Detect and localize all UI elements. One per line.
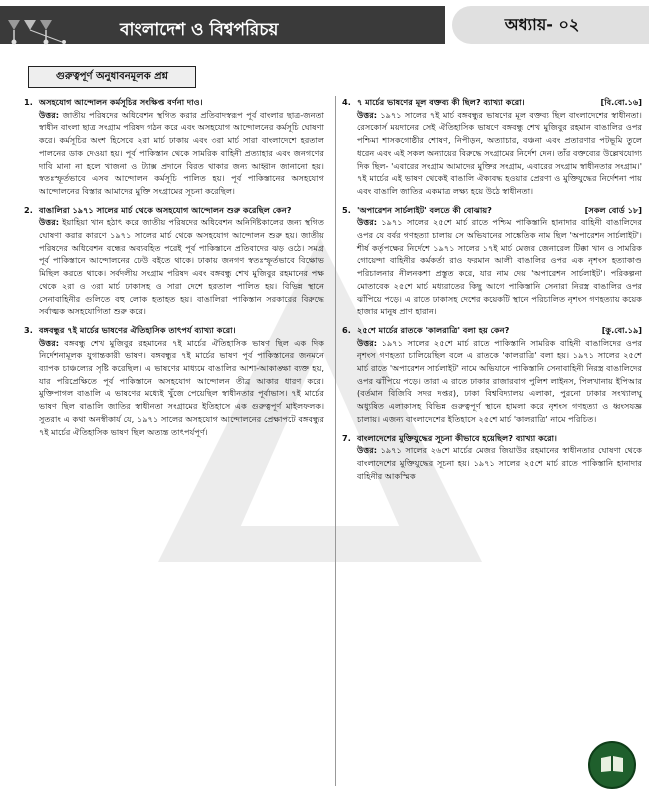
answer-text — [357, 444, 642, 482]
answer-text — [357, 337, 642, 426]
answer-label: উত্তর: — [39, 337, 60, 348]
answer-label: উত্তর: — [39, 217, 60, 228]
answer-body: ১৯৭১ সালের ২৫শে মার্চ রাতে পশ্চিম পাকিস্তানি হানাদার বাহিনী বাঙালিদের ওপর যে বর্বর গণহত্যা চালায় সে অভিযানের সাঙ্কেতিক নাম ছিল 'অপারেশন সার্চলাইট'। শীর্ষ কর্তৃপক্ষের নির্দেশে ১৯৭১ সালের ১৭ই মার্চ মেজর জেনারেল টিক্কা খান ও সামরিক গোয়েন্দা বাহিনীর কর্মকর্তা রাও ফরমান আলী বাঙালির ওপর এক নৃশংস হত্যাকাণ্ড পরিচালনার নীলনকশা প্রস্তুত করে, যার নাম দেয় 'অপারেশন সার্চলাইট'। পরিকল্পনা মোতাবেক ২৫শে মার্চ মধ্যরাতের কিছু আগে পাকিস্তানি সেনারা নিরস্ত্র বাঙালির ওপর ঝাঁপিয়ে পড়ে। এ রাতে ঢাকাসহ দেশের কয়েকটি স্থানে পরিচালিত নৃশংস গণহত্যায় কয়েক হাজার মানুষ প্রাণ হারান। — [357, 217, 642, 317]
answer-label: উত্তর: — [357, 337, 378, 348]
answer-text — [357, 216, 642, 318]
book-title: বাংলাদেশ ও বিশ্বপরিচয় — [120, 20, 279, 40]
question-number: 1. — [24, 97, 33, 107]
question-title: বাঙালিরা ১৯৭১ সালের মার্চ থেকে অসহযোগ আন্দোলন শুরু করেছিল কেন? — [39, 204, 292, 215]
question-item — [24, 324, 324, 438]
question-item — [24, 204, 324, 318]
answer-text — [39, 337, 324, 439]
answer-body: ১৯৭১ সালের ২৬শে মার্চের মেজর জিয়াউর রহমানের স্বাধীনতার ঘোষণা থেকে বাংলাদেশের মুক্তিযুদ্ধের সূচনা হয়। ১৯৭১ সালের ২৫শে মার্চ রাতে পাকিস্তানি হানাদার বাহিনীর আকস্মিক — [357, 445, 643, 481]
question-item — [342, 432, 642, 483]
question-title: অসহযোগ আন্দোলন কর্মসূচির সংক্ষিপ্ত বর্ণনা দাও। — [39, 97, 203, 107]
answer-label: উত্তর: — [357, 109, 378, 120]
publisher-logo — [588, 741, 636, 789]
answer-body: ১৯৭১ সালের ৭ই মার্চ বঙ্গবন্ধুর ভাষণের মূল বক্তব্য ছিল বাংলাদেশের স্বাধীনতা। রেসকোর্স ময়দানের সেই ঐতিহাসিক ভাষণে বঙ্গবন্ধু শেখ মুজিবুর রহমান বাঙালির ওপর পশ্চিমা শাসকগোষ্ঠীর শোষণ, নিপীড়ন, অত্যাচার, বঞ্চনা এবং প্রতারণার পটভূমি তুলে ধরেন এবং এই সকল অন্যায়ের বিরুদ্ধে সংগ্রামের নির্দেশ দেন। তাঁর বক্তব্যের উল্লেখযোগ্য দিক ছিল- 'এবারের সংগ্রাম আমাদের মুক্তির সংগ্রাম, এবারের সংগ্রাম স্বাধীনতার সংগ্রাম।' ৭ই মার্চের এই ভাষণ থেকেই বাঙালি ঐক্যবদ্ধ হওয়ার প্রেরণা ও মুক্তিযুদ্ধের নির্দেশনা পায় এবং বাঙালি জাতির একমাত্র লক্ষ্য হয়ে উঠে স্বাধীনতা। — [357, 109, 642, 196]
board-tag: [বি.বো.১৬] — [600, 97, 642, 107]
question-title — [357, 324, 642, 337]
header-title-bar — [0, 6, 445, 44]
column-divider — [335, 96, 336, 786]
board-tag: [সকল বোর্ড ১৮] — [584, 204, 642, 215]
answer-label: উত্তর: — [357, 217, 378, 228]
answer-body: জাতীয় পরিষদের অধিবেশন স্থগিত করার প্রতিবাদস্বরূপ পূর্ব বাংলার ছাত্র-জনতা স্বাধীন বাংলা ছাত্র সংগ্রাম পরিষদ গঠন করে এবং অসহযোগ আন্দোলনের কর্মসূচি ঘোষণা করে। কর্মসূচির অংশ হিসেবে ২রা মার্চ ঢাকায় এবং ৩রা মার্চ সারা বাংলাদেশে হরতাল পালনের ডাক দেওয়া হয়। পূর্ব পাকিস্তান থেকে সামরিক বাহিনী প্রত্যাহার এবং জনগণের দাবি মানা না হলে খাজনা ও ট্যাক্স প্রদানে বিরত থাকার জন্য আহ্বান জানানো হয়। স্বতঃস্ফূর্তভাবে এসব আন্দোলন কর্মসূচি পালিত হয়। পূর্ব পাকিস্তানের অসহযোগ আন্দোলনের বিস্তার আমাদের মুক্তি সংগ্রামের সূচনা করেছিল। — [39, 109, 324, 196]
question-title-text: ২৫শে মার্চের রাতকে 'কালরাত্রি' বলা হয় কেন? — [357, 324, 510, 335]
question-title-text: 'অপারেশন সার্চলাইট' বলতে কী বোঝায়? — [357, 204, 492, 215]
section-title: গুরুত্বপূর্ণ অনুধাবনমূলক প্রশ্ন — [28, 66, 196, 88]
answer-text — [357, 109, 642, 198]
chapter-badge — [452, 6, 649, 44]
answer-body: ১৯৭১ সালের ২৫শে মার্চ রাতে পাকিস্তানি সামরিক বাহিনী বাঙালিদের ওপর নৃশংস গণহত্যা চালিয়েছিল বলে এ রাতকে 'কালরাত্রি' বলা হয়। ১৯৭১ সালের ২৫শে মার্চ রাতে 'অপারেশন সার্চলাইট' নামে অভিযানে পাকিস্তানি সেনাবাহিনী নিরস্ত্র বাঙালিদের ওপর ঝাঁপিয়ে পড়ে। তারা এ রাতে ঢাকার রাজারবাগ পুলিশ লাইনস, পিলখানায় ইপিআর (বর্তমান বিজিবি সদর দপ্তর), ঢাকা বিশ্ববিদ্যালয় এলাকা, পুরনো ঢাকার সংখ্যালঘু অধ্যুষিত এলাকাসহ বিভিন্ন গুরুত্বপূর্ণ স্থানে হামলা করে নৃশংস গণহত্যা ও ধ্বংসযজ্ঞ চালায়। এজন্য বাংলাদেশের ইতিহাসে ২৫শে মার্চ 'কালরাত্রি' নামে পরিচিত। — [357, 337, 642, 424]
question-number: 3. — [24, 324, 33, 335]
answer-text — [39, 216, 324, 318]
answer-body: ইয়াহিয়া খান হঠাৎ করে জাতীয় পরিষদের অধিবেশন অনির্দিষ্টকালের জন্য স্থগিত ঘোষণা করার কারণে ১৯৭১ সালের মার্চ থেকে অসহযোগ আন্দোলন শুরু হয়। জাতীয় পরিষদের অধিবেশন বন্ধের অব্যবহিত পরেই পূর্ব পাকিস্তানে প্রতিবাদের ঝড় ওঠে। সমগ্র পূর্ব পাকিস্তানে আন্দোলনের ঢেউ বইতে থাকে। ঢাকায় জনগণ স্বতঃস্ফূর্তভাবে বিক্ষোভ মিছিল করতে থাকে। সর্বদলীয় সংগ্রাম পরিষদ এবং বঙ্গবন্ধু শেখ মুজিবুর রহমানের পক্ষ থেকে ২রা ও ৩রা মার্চ ঢাকাসহ ও সারা দেশে হরতাল পালিত হয়। বিভিন্ন স্থানে সেনাবাহিনীর গুলিতে বহু লোক হতাহত হয়। বাঙালিরা পাকিস্তান সরকারের বিরুদ্ধে সর্বাত্মক অসহযোগিতা শুরু করে। — [39, 217, 324, 317]
question-number: 7. — [342, 432, 351, 443]
question-item — [342, 324, 642, 426]
answer-body: বঙ্গবন্ধু শেখ মুজিবুর রহমানের ৭ই মার্চের ঐতিহাসিক ভাষণ ছিল এক দিক নির্দেশনামূলক যুগান্তকারী ভাষণ। বঙ্গবন্ধুর ৭ই মার্চের ভাষণ পূর্ব পাকিস্তানের জনমনে ব্যাপক চাঞ্চল্যের সৃষ্টি করেছিল। এ ভাষণের মাধ্যমে বাঙালির আশা-আকাঙ্ক্ষা ব্যক্ত হয়, যার পরিপ্রেক্ষিতে পূর্ব পাকিস্তানে অসহযোগ আন্দোলন তীব্র আকার ধারণ করে। মুক্তিপাগল বাঙালি এ ভাষণের মধ্যেই খুঁজে পেয়েছিল স্বাধীনতার পূর্বাভাস। ৭ই মার্চের ভাষণ ছিল বাঙালি জাতির স্বাধীনতা সংগ্রামের ইতিহাসে এক গুরুত্বপূর্ণ মাইলফলক। সুতরাং এ কথা অনস্বীকার্য যে, ১৯৭১ সালের অসহযোগ আন্দোলনের প্রেক্ষাপটে বঙ্গবন্ধুর ৭ই মার্চের ঐতিহাসিক ভাষণ ছিল অত্যন্ত তাৎপর্যপূর্ণ। — [39, 337, 324, 437]
question-title: বঙ্গবন্ধুর ৭ই মার্চের ভাষণের ঐতিহাসিক তাৎপর্য ব্যাখ্যা করো। — [39, 324, 236, 335]
question-number: 2. — [24, 204, 33, 215]
answer-label: উত্তর: — [357, 445, 378, 456]
answer-text — [39, 109, 324, 198]
board-tag: [কু.বো.১৯] — [601, 324, 642, 335]
right-column — [342, 96, 642, 488]
left-column — [24, 96, 324, 444]
question-number: 4. — [342, 97, 351, 107]
question-item — [342, 96, 642, 198]
answer-label: উত্তর: — [39, 109, 60, 120]
question-title-text: ৭ মার্চের ভাষণের মূল বক্তব্য কী ছিল? ব্যাখ্যা করো। — [357, 97, 525, 107]
question-title: বাংলাদেশের মুক্তিযুদ্ধের সূচনা কীভাবে হয়েছিল? ব্যাখ্যা করো। — [357, 432, 557, 443]
book-logo-icon — [600, 755, 624, 773]
question-number: 5. — [342, 204, 351, 215]
header-decoration-icon — [6, 16, 86, 46]
question-title — [357, 96, 642, 109]
page-header — [0, 0, 649, 50]
question-item — [24, 96, 324, 198]
question-title — [357, 204, 642, 217]
question-item — [342, 204, 642, 318]
question-number: 6. — [342, 324, 351, 335]
chapter-label: অধ্যায়- ০২ — [504, 15, 580, 34]
